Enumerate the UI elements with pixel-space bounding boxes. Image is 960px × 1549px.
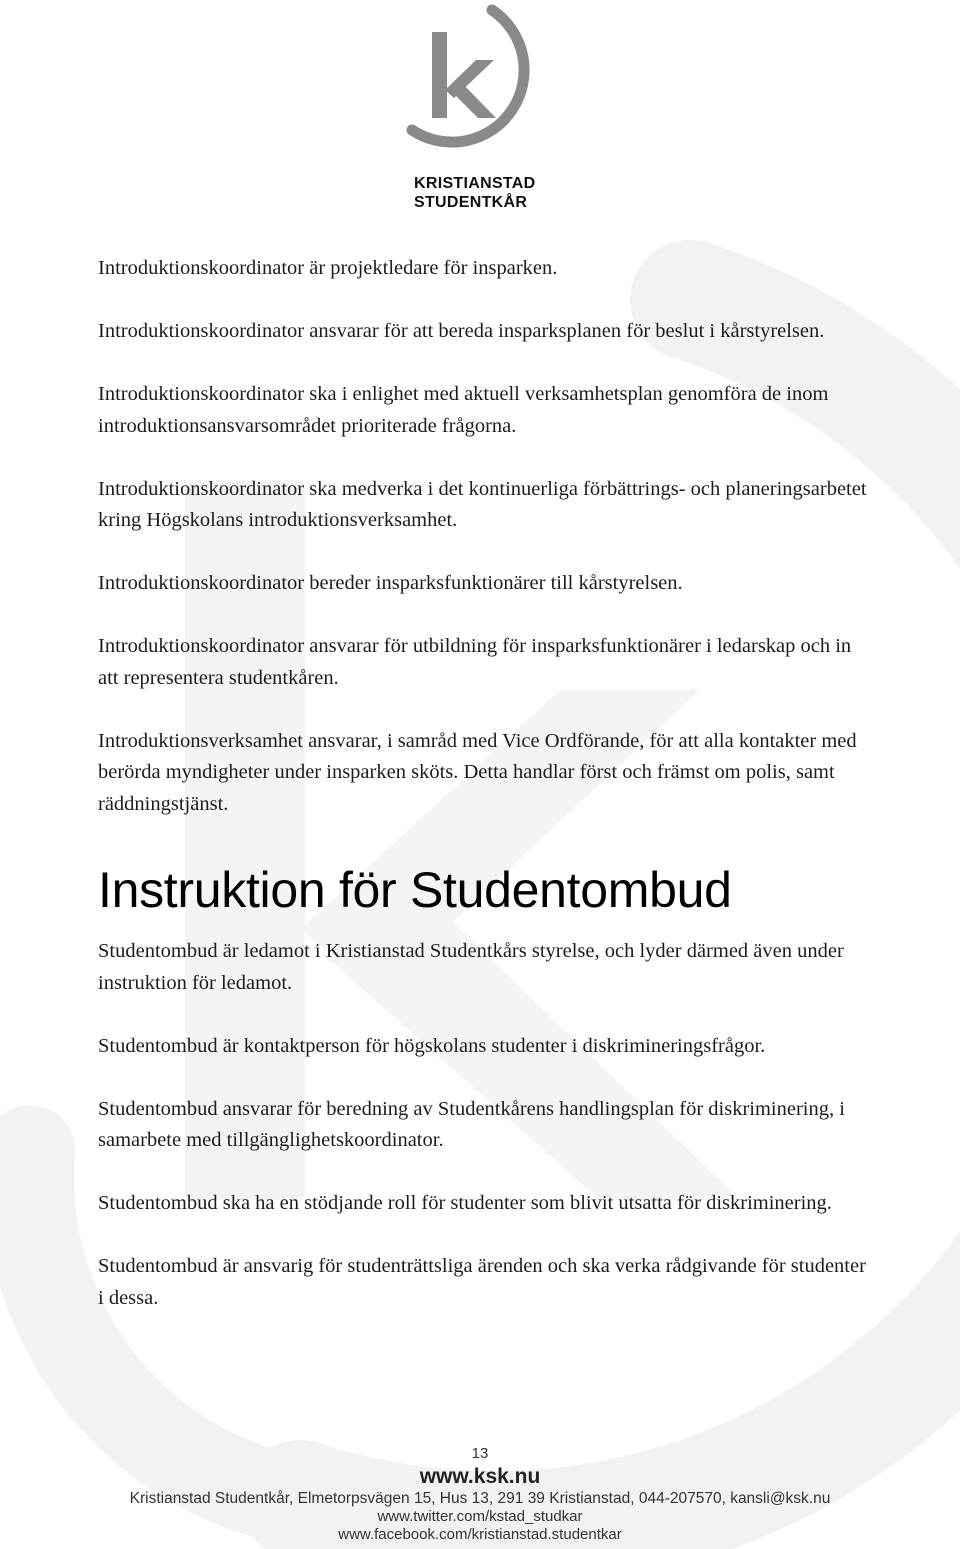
paragraph: Introduktionskoordinator är projektledare för insparken. <box>98 257 558 279</box>
paragraph: Introduktionskoordinator ska medverka i det kontinuerliga förbättrings- och planeringsarbetet kring Högskolans introduktionsverksamhet. <box>98 477 867 531</box>
section-heading: Instruktion för Studentombud <box>98 862 732 918</box>
paragraph: Studentombud är kontaktperson för högskolans studenter i diskrimineringsfrågor. <box>98 1034 766 1057</box>
paragraph: Introduktionskoordinator ansvarar för utbildning för insparksfunktionärer i ledarskap och in att representera studentkåren. <box>98 635 852 689</box>
logo-line-1: KRISTIANSTAD <box>414 175 536 192</box>
contact-address: Kristianstad Studentkår, Elmetorpsvägen 15, Hus 13, 291 39 Kristianstad, 044-207570, kansli@ksk.nu <box>129 1490 831 1507</box>
logo-line-2: STUDENTKÅR <box>414 194 528 211</box>
paragraph: Studentombud är ledamot i Kristianstad Studentkårs styrelse, och lyder därmed även under instruktion för ledamot. <box>98 940 844 994</box>
facebook-link[interactable]: www.facebook.com/kristianstad.studentkar <box>338 1526 622 1543</box>
paragraph: Introduktionskoordinator bereder insparksfunktionärer till kårstyrelsen. <box>98 572 683 594</box>
paragraph: Introduktionskoordinator ska i enlighet med aktuell verksamhetsplan genomföra de inom introduktionsansvarsområdet prioriterade frågorna. <box>98 383 829 437</box>
website-link[interactable]: www.ksk.nu <box>419 1465 541 1488</box>
paragraph: Introduktionsverksamhet ansvarar, i samråd med Vice Ordförande, för att alla kontakter med berörda myndigheter under insparken sköts. Detta handlar först och främst om polis, samt räddningstjänst. <box>98 729 857 815</box>
paragraph: Studentombud är ansvarig för studenträttsliga ärenden och ska verka rådgivande för studenter i dessa. <box>98 1255 866 1309</box>
paragraph: Studentombud ansvarar för beredning av Studentkårens handlingsplan för diskriminering, i samarbete med tillgänglighetskoordinator. <box>98 1097 845 1151</box>
logo <box>398 2 538 214</box>
logo-wordmark <box>414 174 536 212</box>
page-footer <box>0 1443 960 1544</box>
paragraph: Studentombud ska ha en stödjande roll för studenter som blivit utsatta för diskriminering. <box>98 1192 832 1214</box>
document-body <box>98 253 868 1314</box>
paragraph: Introduktionskoordinator ansvarar för att bereda insparksplanen för beslut i kårstyrelsen. <box>98 320 825 342</box>
k-logo-icon <box>398 2 538 172</box>
page-number: 13 <box>471 1445 489 1462</box>
twitter-link[interactable]: www.twitter.com/kstad_studkar <box>377 1508 583 1525</box>
